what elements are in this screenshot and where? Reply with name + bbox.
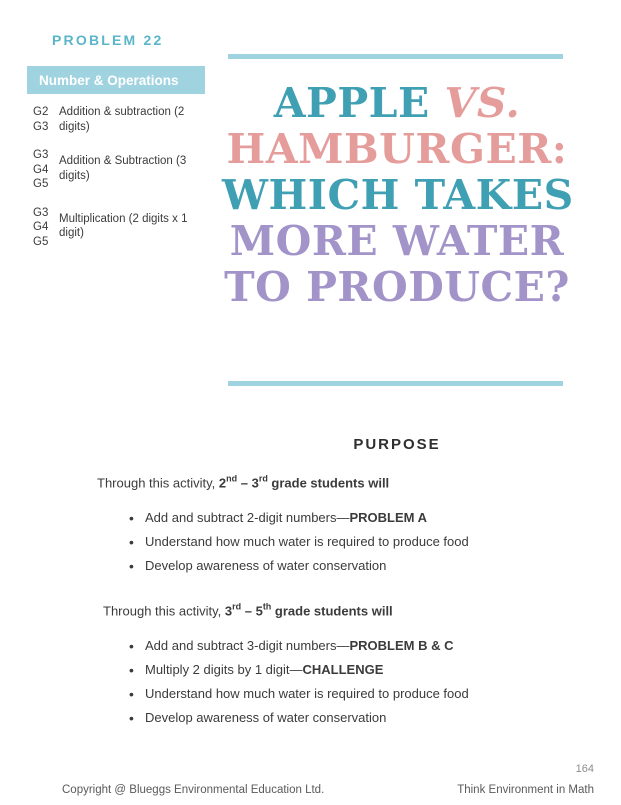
problem-label: PROBLEM 22 [52, 32, 164, 48]
purpose-bullets [129, 510, 469, 582]
skill-row [33, 148, 213, 192]
skill-row [33, 105, 213, 134]
page-title [222, 80, 572, 310]
title-divider-top [228, 54, 563, 59]
grade-from-suffix: rd [232, 602, 242, 612]
title-line: HAMBURGER: [226, 125, 568, 173]
grade-tag: G5 [33, 178, 49, 190]
title-word: VS. [444, 79, 521, 127]
title-word: APPLE [273, 79, 430, 127]
grade-tag: G3 [33, 149, 49, 161]
intro-grade-word: grade students will [267, 475, 390, 491]
purpose-bullets [129, 638, 469, 734]
list-item [129, 638, 469, 654]
grade-tag: G3 [33, 206, 49, 219]
list-item [129, 662, 469, 678]
list-item [129, 534, 469, 550]
intro-prefix: Through this activity, [97, 475, 219, 491]
title-divider-bottom [228, 381, 563, 386]
grade-to: 3 [251, 475, 259, 491]
grade-from: 2 [218, 475, 227, 491]
domain-badge-label: Number & Operations [39, 72, 179, 88]
title-line: MORE WATER [229, 217, 565, 265]
skill-row [33, 206, 213, 250]
skill-description: Addition & subtraction (2 digits) [59, 106, 185, 133]
grade-dash: – [241, 603, 256, 619]
title-line [222, 80, 572, 126]
grade-to-suffix: rd [258, 474, 268, 484]
bullet-text: Understand how much water is required to produce food [145, 686, 469, 701]
list-item [129, 510, 469, 526]
bullet-text: Develop awareness of water conservation [145, 710, 387, 725]
skill-grades [33, 206, 59, 250]
list-item [129, 686, 469, 702]
list-item [129, 558, 469, 574]
bullet-text: Multiply 2 digits by 1 digit— [145, 662, 303, 677]
copyright-notice: Copyright @ Blueggs Environmental Education Ltd. [62, 784, 325, 796]
grade-tag: G5 [33, 235, 49, 248]
domain-badge [27, 66, 205, 94]
grade-from: 3 [224, 603, 233, 619]
grade-to: 5 [255, 603, 263, 619]
grade-tag: G4 [33, 163, 49, 176]
bullet-text: Develop awareness of water conservation [145, 558, 387, 573]
list-item [129, 710, 469, 726]
grade-tag: G3 [33, 120, 49, 133]
skills-list [33, 105, 213, 263]
intro-prefix: Through this activity, [103, 603, 225, 619]
grade-from-suffix: nd [226, 474, 238, 484]
grade-to-suffix: th [262, 602, 272, 612]
skill-grades [33, 105, 59, 134]
footer-series-title: Think Environment in Math [457, 784, 594, 796]
grade-tag: G4 [33, 221, 49, 233]
intro-grade-word: grade students will [271, 603, 393, 619]
bullet-text: Add and subtract 2-digit numbers— [145, 510, 350, 525]
skill-description: Multiplication (2 digits x 1 digit) [59, 212, 188, 239]
bullet-bold-tail: PROBLEM A [349, 510, 428, 525]
bullet-bold-tail: PROBLEM B & C [349, 638, 454, 653]
purpose-heading: PURPOSE [353, 436, 441, 453]
bullet-text: Understand how much water is required to produce food [145, 534, 469, 549]
grade-dash: – [237, 475, 252, 491]
bullet-text: Add and subtract 3-digit numbers— [145, 638, 350, 653]
purpose-intro [103, 602, 393, 618]
bullet-bold-tail: CHALLENGE [302, 662, 384, 677]
title-line: TO PRODUCE? [224, 263, 570, 311]
title-line: WHICH TAKES [222, 171, 574, 219]
page-number: 164 [575, 763, 594, 775]
grade-tag: G2 [33, 106, 49, 118]
skill-description: Addition & Subtraction (3 digits) [59, 155, 187, 182]
skill-grades [33, 148, 59, 192]
purpose-intro [97, 474, 389, 490]
